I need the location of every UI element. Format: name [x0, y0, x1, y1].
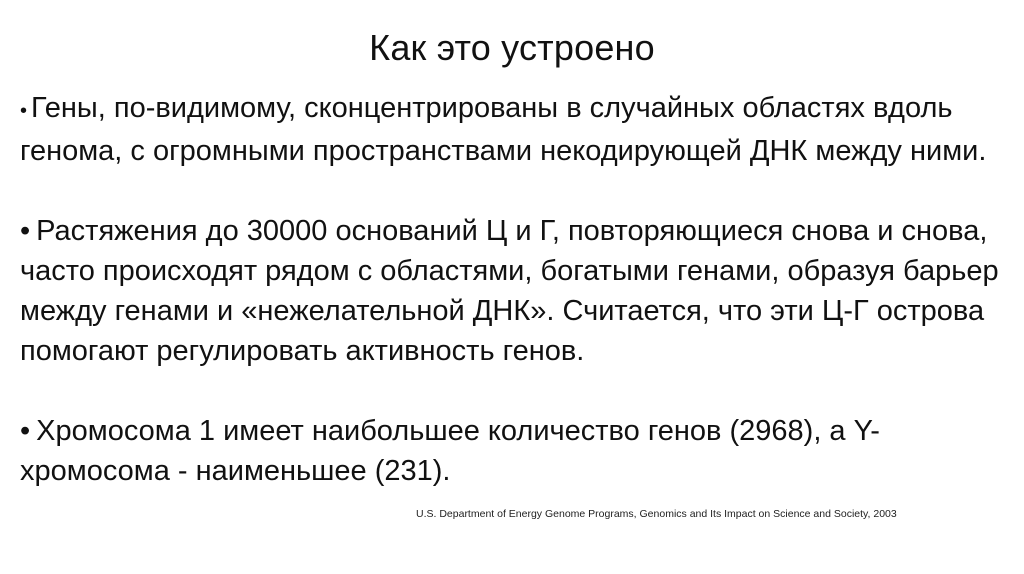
source-citation: U.S. Department of Energy Genome Programs, Genomics and Its Impact on Science and Society, 2003: [416, 508, 897, 520]
bullet-paragraph-2: [20, 211, 1010, 371]
bullet-icon: •: [20, 100, 28, 122]
paragraph-text-3: Хромосома 1 имеет наибольшее количество генов (2968), а Y-хромосома - наименьшее (231).: [20, 415, 880, 487]
slide-title: Как это устроено: [369, 27, 655, 68]
bullet-icon: •: [20, 415, 31, 447]
paragraph-text-1: Гены, по-видимому, сконцентрированы в случайных областях вдоль генома, с огромными пространствами некодирующей ДНК между ними.: [20, 92, 987, 167]
slide-body: [20, 88, 1010, 491]
bullet-paragraph-3: [20, 411, 1010, 491]
paragraph-text-2: Растяжения до 30000 оснований Ц и Г, повторяющиеся снова и снова, часто происходят рядом с областями, богатыми генами, образуя барьер между генами и «нежелательной ДНК». Считается, что эти Ц-Г острова помогают регулировать активность генов.: [20, 215, 999, 367]
bullet-icon: •: [20, 215, 31, 247]
bullet-paragraph-1: [20, 88, 1010, 171]
